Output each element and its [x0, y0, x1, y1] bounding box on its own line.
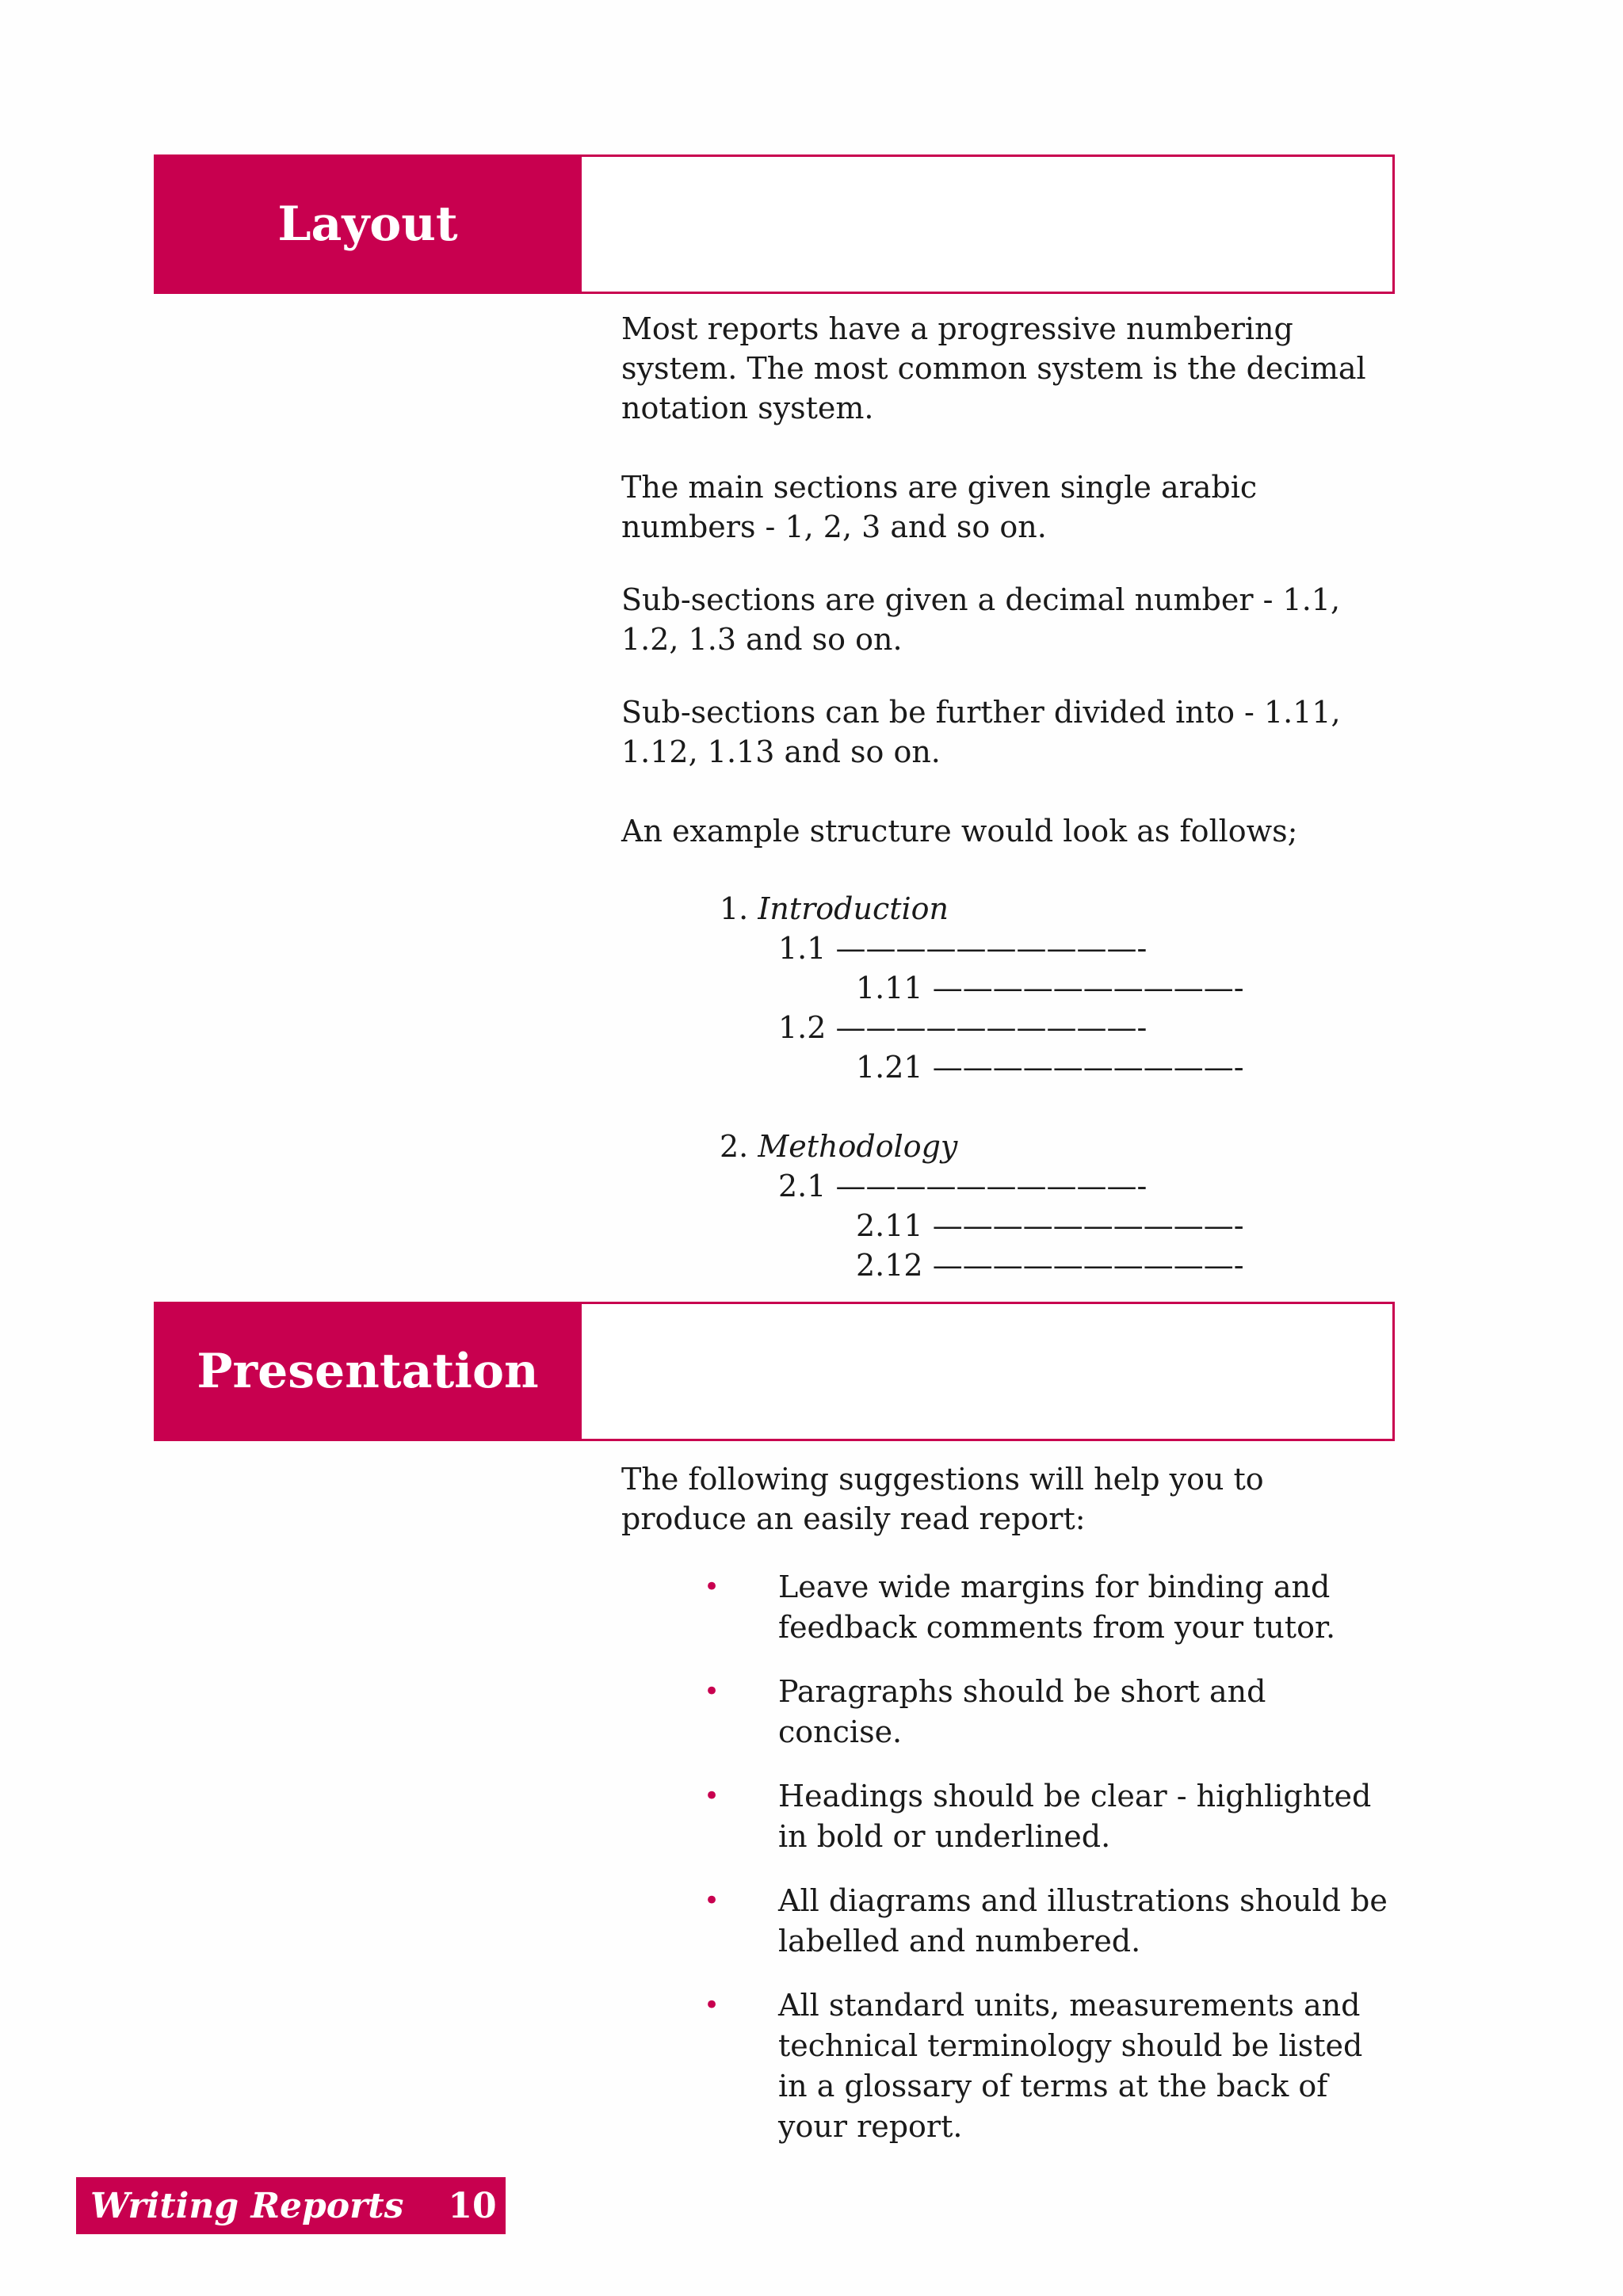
- bullet-icon: •: [704, 1571, 720, 1603]
- presentation-header: [154, 1302, 1395, 1441]
- outline-item-2-12: 2.12 ——————————-: [856, 1248, 1244, 1283]
- layout-paragraph-5: An example structure would look as follows;: [621, 814, 1298, 849]
- presentation-section: [621, 1459, 1398, 2171]
- bullet-icon: •: [704, 1885, 720, 1917]
- outline-item-1-2: 1.2 ——————————-: [778, 1010, 1148, 1045]
- presentation-heading: Presentation: [154, 1302, 582, 1441]
- list-item: • All standard units, measurements and technical terminology should be listed in a glossary of terms at the back of your report.: [621, 1985, 1398, 2147]
- outline-item-1-11: 1.11 ——————————-: [856, 971, 1244, 1005]
- outline-item-2-1: 2.1 ——————————-: [778, 1169, 1148, 1203]
- list-item: • Leave wide margins for binding and feedback comments from your tutor.: [621, 1567, 1398, 1648]
- outline-spacer: [621, 1087, 1398, 1127]
- layout-paragraph-4: Sub-sections can be further divided into - 1.11, 1.12, 1.13 and so on.: [621, 695, 1341, 769]
- page-number: 10: [448, 2185, 497, 2226]
- layout-heading-box: [582, 154, 1395, 294]
- layout-paragraph-1: Most reports have a progressive numbering system. The most common system is the decimal notation system.: [621, 311, 1366, 425]
- bullet-icon: •: [704, 1676, 720, 1707]
- outline-item-introduction: 1. Introduction: [720, 891, 949, 926]
- layout-heading: Layout: [154, 154, 582, 294]
- layout-section: [621, 309, 1398, 1285]
- outline-item-1-21: 1.21 ——————————-: [856, 1050, 1244, 1085]
- list-item: • Paragraphs should be short and concise.: [621, 1672, 1398, 1753]
- bullet-icon: •: [704, 1780, 720, 1812]
- numbering-example: [621, 889, 1398, 1285]
- layout-paragraph-3: Sub-sections are given a decimal number - 1.1, 1.2, 1.3 and so on.: [621, 582, 1341, 657]
- outline-item-methodology: 2. Methodology: [720, 1129, 958, 1164]
- outline-item-2-11: 2.11 ——————————-: [856, 1208, 1244, 1243]
- presentation-intro: The following suggestions will help you to produce an easily read report:: [621, 1462, 1264, 1536]
- layout-paragraph-2: The main sections are given single arabic numbers - 1, 2, 3 and so on.: [621, 470, 1258, 544]
- outline-item-1-1: 1.1 ——————————-: [778, 931, 1148, 966]
- bullet-icon: •: [704, 1989, 720, 2021]
- suggestion-list: [621, 1567, 1398, 2147]
- list-item: • Headings should be clear - highlighted in bold or underlined.: [621, 1776, 1398, 1857]
- list-item: • All diagrams and illustrations should be labelled and numbered.: [621, 1881, 1398, 1962]
- page-footer: [76, 2177, 506, 2234]
- presentation-heading-box: [582, 1302, 1395, 1441]
- footer-title: Writing Reports: [90, 2185, 404, 2226]
- layout-header: [154, 154, 1395, 294]
